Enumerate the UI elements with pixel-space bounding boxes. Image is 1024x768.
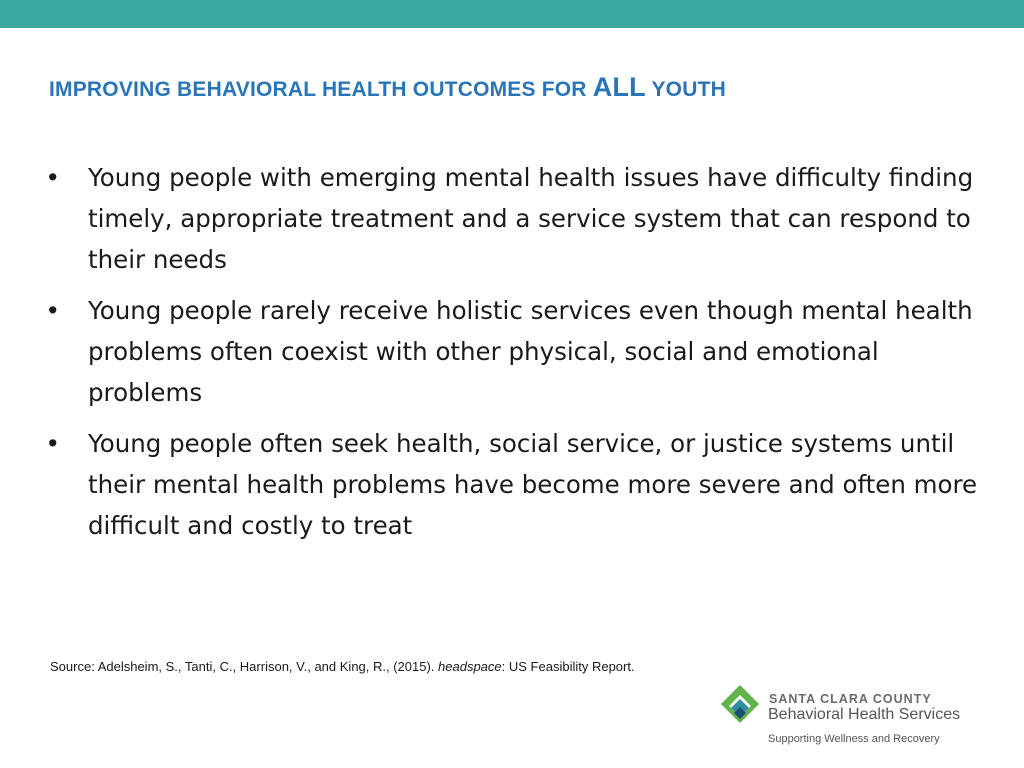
bullet-marker: • <box>48 295 58 325</box>
logo-tagline: Supporting Wellness and Recovery <box>768 733 940 745</box>
source-italic: headspace <box>438 659 502 674</box>
top-color-band <box>0 0 1024 28</box>
diamond-logo-icon <box>718 682 762 726</box>
slide-title <box>49 72 726 103</box>
bullet-item <box>48 290 978 413</box>
source-suffix: : US Feasibility Report. <box>501 659 635 674</box>
bullet-text: Young people rarely receive holistic services even though mental health problems often coexist with other physical, social and emotional problems <box>88 296 973 407</box>
bullet-list <box>48 157 978 556</box>
logo-county-name: SANTA CLARA COUNTY <box>769 692 932 706</box>
bullet-marker: • <box>48 428 58 458</box>
title-prefix: IMPROVING BEHAVIORAL HEALTH OUTCOMES FOR <box>49 78 593 101</box>
title-emphasis: ALL <box>592 72 646 102</box>
bullet-item <box>48 423 978 546</box>
bullet-marker: • <box>48 162 58 192</box>
bullet-text: Young people with emerging mental health issues have difficulty finding timely, appropriate treatment and a service system that can respond to their needs <box>88 163 974 274</box>
bullet-text: Young people often seek health, social service, or justice systems until their mental health problems have become more severe and often more difficult and costly to treat <box>88 429 978 540</box>
bullet-item <box>48 157 978 280</box>
source-prefix: Source: Adelsheim, S., Tanti, C., Harrison, V., and King, R., (2015). <box>50 659 439 674</box>
source-citation <box>50 659 635 674</box>
county-logo <box>718 682 1008 752</box>
logo-department-name: Behavioral Health Services <box>768 706 961 723</box>
title-suffix: YOUTH <box>645 78 726 101</box>
